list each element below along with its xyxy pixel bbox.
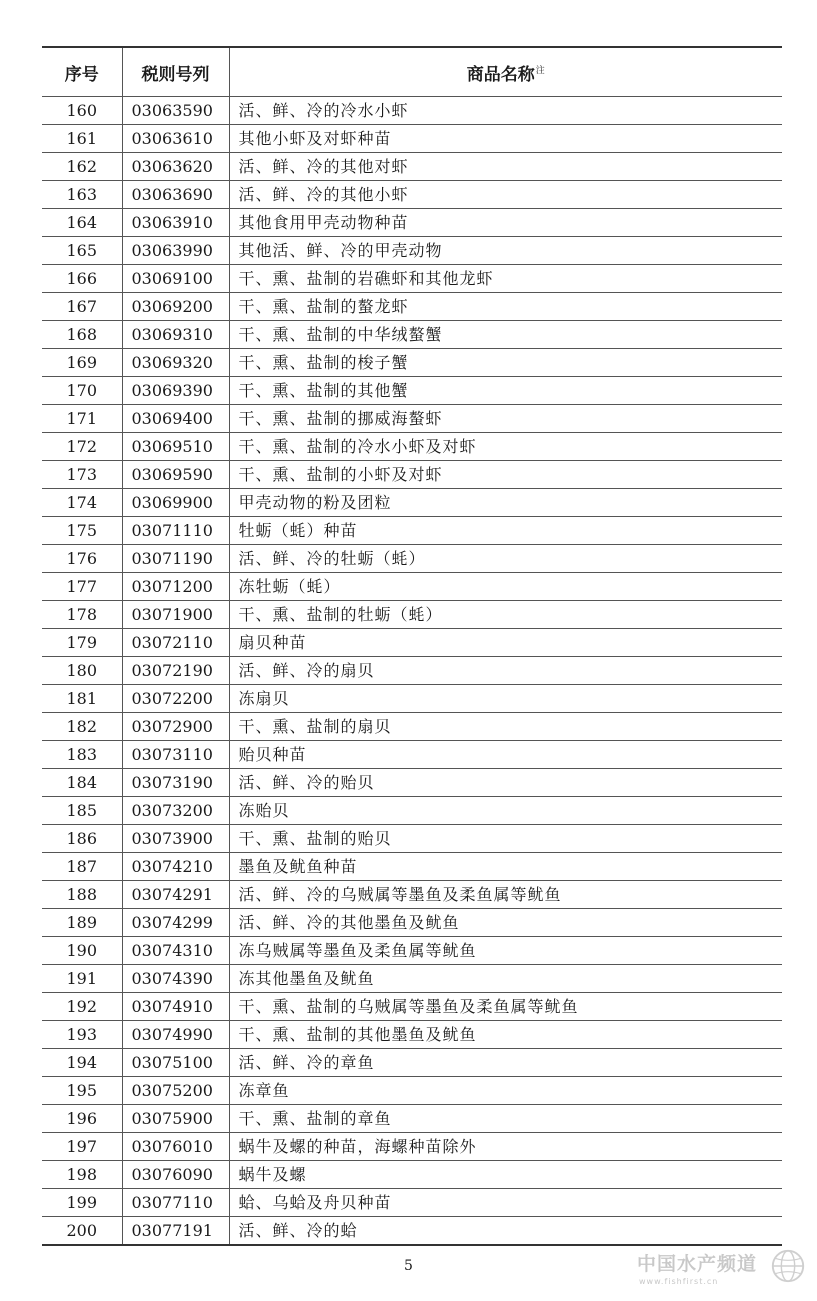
cell-seq: 190 <box>42 937 122 965</box>
table-row <box>42 685 782 713</box>
cell-name: 活、鲜、冷的其他小虾 <box>229 181 782 209</box>
cell-seq: 168 <box>42 321 122 349</box>
cell-name: 活、鲜、冷的其他墨鱼及鱿鱼 <box>229 909 782 937</box>
table-row <box>42 1161 782 1189</box>
cell-code: 03074990 <box>122 1021 229 1049</box>
cell-code: 03076010 <box>122 1133 229 1161</box>
watermark-url: www.fishfirst.cn <box>639 1277 719 1286</box>
cell-name: 干、熏、盐制的扇贝 <box>229 713 782 741</box>
cell-name: 活、鲜、冷的贻贝 <box>229 769 782 797</box>
cell-code: 03072110 <box>122 629 229 657</box>
cell-seq: 177 <box>42 573 122 601</box>
table-row <box>42 909 782 937</box>
cell-seq: 160 <box>42 97 122 125</box>
cell-seq: 179 <box>42 629 122 657</box>
cell-name: 扇贝种苗 <box>229 629 782 657</box>
table-row <box>42 125 782 153</box>
table-row <box>42 237 782 265</box>
cell-code: 03069510 <box>122 433 229 461</box>
cell-name: 蜗牛及螺 <box>229 1161 782 1189</box>
cell-code: 03063990 <box>122 237 229 265</box>
table-row <box>42 1133 782 1161</box>
cell-name: 冻牡蛎（蚝） <box>229 573 782 601</box>
cell-name: 活、鲜、冷的冷水小虾 <box>229 97 782 125</box>
cell-seq: 183 <box>42 741 122 769</box>
cell-name: 其他活、鲜、冷的甲壳动物 <box>229 237 782 265</box>
cell-seq: 185 <box>42 797 122 825</box>
cell-name: 活、鲜、冷的乌贼属等墨鱼及柔鱼属等鱿鱼 <box>229 881 782 909</box>
cell-code: 03063690 <box>122 181 229 209</box>
table-row <box>42 97 782 125</box>
table-row <box>42 1077 782 1105</box>
cell-name: 干、熏、盐制的岩礁虾和其他龙虾 <box>229 265 782 293</box>
watermark <box>637 1247 807 1295</box>
cell-seq: 189 <box>42 909 122 937</box>
cell-code: 03069900 <box>122 489 229 517</box>
table-row <box>42 181 782 209</box>
cell-seq: 197 <box>42 1133 122 1161</box>
table-row <box>42 377 782 405</box>
cell-name: 干、熏、盐制的乌贼属等墨鱼及柔鱼属等鱿鱼 <box>229 993 782 1021</box>
cell-code: 03069310 <box>122 321 229 349</box>
cell-seq: 186 <box>42 825 122 853</box>
cell-code: 03074299 <box>122 909 229 937</box>
table-row <box>42 881 782 909</box>
table-row <box>42 1021 782 1049</box>
cell-seq: 170 <box>42 377 122 405</box>
cell-code: 03075100 <box>122 1049 229 1077</box>
cell-code: 03075200 <box>122 1077 229 1105</box>
cell-code: 03074910 <box>122 993 229 1021</box>
header-code: 税则号列 <box>122 47 229 97</box>
cell-name: 活、鲜、冷的牡蛎（蚝） <box>229 545 782 573</box>
table-row <box>42 825 782 853</box>
cell-name: 其他小虾及对虾种苗 <box>229 125 782 153</box>
cell-seq: 173 <box>42 461 122 489</box>
cell-code: 03077110 <box>122 1189 229 1217</box>
cell-code: 03069400 <box>122 405 229 433</box>
cell-name: 干、熏、盐制的小虾及对虾 <box>229 461 782 489</box>
cell-code: 03072190 <box>122 657 229 685</box>
table-row <box>42 265 782 293</box>
cell-code: 03071200 <box>122 573 229 601</box>
header-name: 商品名称$^注$ <box>229 47 782 97</box>
cell-code: 03069200 <box>122 293 229 321</box>
cell-seq: 182 <box>42 713 122 741</box>
table-row <box>42 153 782 181</box>
table-row <box>42 321 782 349</box>
cell-seq: 187 <box>42 853 122 881</box>
cell-seq: 196 <box>42 1105 122 1133</box>
table-row <box>42 1189 782 1217</box>
cell-code: 03069590 <box>122 461 229 489</box>
table-row <box>42 545 782 573</box>
cell-name: 甲壳动物的粉及团粒 <box>229 489 782 517</box>
cell-code: 03074390 <box>122 965 229 993</box>
cell-seq: 171 <box>42 405 122 433</box>
table-row <box>42 293 782 321</box>
cell-name: 活、鲜、冷的扇贝 <box>229 657 782 685</box>
cell-code: 03074291 <box>122 881 229 909</box>
globe-logo-icon <box>769 1247 807 1285</box>
cell-seq: 162 <box>42 153 122 181</box>
cell-code: 03075900 <box>122 1105 229 1133</box>
table-row <box>42 853 782 881</box>
cell-seq: 174 <box>42 489 122 517</box>
cell-name: 墨鱼及鱿鱼种苗 <box>229 853 782 881</box>
table-row <box>42 657 782 685</box>
cell-seq: 188 <box>42 881 122 909</box>
cell-name: 干、熏、盐制的梭子蟹 <box>229 349 782 377</box>
cell-code: 03077191 <box>122 1217 229 1246</box>
table-row <box>42 461 782 489</box>
cell-seq: 164 <box>42 209 122 237</box>
table-row <box>42 405 782 433</box>
table-row <box>42 741 782 769</box>
cell-name: 冻其他墨鱼及鱿鱼 <box>229 965 782 993</box>
header-seq: 序号 <box>42 47 122 97</box>
table-row <box>42 1105 782 1133</box>
page-number: 5 <box>404 1258 413 1274</box>
table-row <box>42 769 782 797</box>
cell-code: 03072900 <box>122 713 229 741</box>
table-body <box>42 97 782 1246</box>
header-note-mark: 注 <box>535 65 545 76</box>
cell-seq: 175 <box>42 517 122 545</box>
cell-seq: 176 <box>42 545 122 573</box>
cell-seq: 163 <box>42 181 122 209</box>
cell-name: 干、熏、盐制的牡蛎（蚝） <box>229 601 782 629</box>
cell-seq: 194 <box>42 1049 122 1077</box>
cell-code: 03071900 <box>122 601 229 629</box>
cell-code: 03074310 <box>122 937 229 965</box>
cell-name: 冻乌贼属等墨鱼及柔鱼属等鱿鱼 <box>229 937 782 965</box>
cell-code: 03069100 <box>122 265 229 293</box>
cell-name: 干、熏、盐制的螯龙虾 <box>229 293 782 321</box>
table-row <box>42 713 782 741</box>
cell-name: 冻章鱼 <box>229 1077 782 1105</box>
cell-name: 干、熏、盐制的其他墨鱼及鱿鱼 <box>229 1021 782 1049</box>
cell-seq: 199 <box>42 1189 122 1217</box>
tariff-table <box>42 46 782 1246</box>
cell-seq: 161 <box>42 125 122 153</box>
cell-name: 活、鲜、冷的章鱼 <box>229 1049 782 1077</box>
table-row <box>42 937 782 965</box>
table-row <box>42 573 782 601</box>
cell-code: 03069390 <box>122 377 229 405</box>
cell-code: 03069320 <box>122 349 229 377</box>
cell-name: 贻贝种苗 <box>229 741 782 769</box>
cell-name: 活、鲜、冷的其他对虾 <box>229 153 782 181</box>
table-row <box>42 209 782 237</box>
cell-seq: 192 <box>42 993 122 1021</box>
cell-code: 03063590 <box>122 97 229 125</box>
cell-code: 03074210 <box>122 853 229 881</box>
cell-name: 冻贻贝 <box>229 797 782 825</box>
cell-code: 03073110 <box>122 741 229 769</box>
cell-seq: 191 <box>42 965 122 993</box>
table-row <box>42 797 782 825</box>
cell-code: 03063910 <box>122 209 229 237</box>
table-row <box>42 349 782 377</box>
table-row <box>42 601 782 629</box>
cell-name: 干、熏、盐制的中华绒螯蟹 <box>229 321 782 349</box>
cell-name: 牡蛎（蚝）种苗 <box>229 517 782 545</box>
table-row <box>42 629 782 657</box>
cell-code: 03076090 <box>122 1161 229 1189</box>
cell-seq: 165 <box>42 237 122 265</box>
cell-seq: 180 <box>42 657 122 685</box>
table-row <box>42 965 782 993</box>
cell-code: 03073190 <box>122 769 229 797</box>
cell-seq: 167 <box>42 293 122 321</box>
cell-code: 03071110 <box>122 517 229 545</box>
cell-code: 03063620 <box>122 153 229 181</box>
table-row <box>42 517 782 545</box>
cell-name: 冻扇贝 <box>229 685 782 713</box>
cell-seq: 181 <box>42 685 122 713</box>
cell-code: 03063610 <box>122 125 229 153</box>
cell-code: 03073200 <box>122 797 229 825</box>
cell-code: 03073900 <box>122 825 229 853</box>
cell-code: 03072200 <box>122 685 229 713</box>
cell-name: 干、熏、盐制的冷水小虾及对虾 <box>229 433 782 461</box>
cell-code: 03071190 <box>122 545 229 573</box>
table-header-row <box>42 47 782 97</box>
cell-name: 蛤、乌蛤及舟贝种苗 <box>229 1189 782 1217</box>
watermark-text: 中国水产频道 <box>637 1253 758 1275</box>
table-row <box>42 1217 782 1246</box>
table-row <box>42 489 782 517</box>
cell-seq: 198 <box>42 1161 122 1189</box>
cell-seq: 169 <box>42 349 122 377</box>
table-row <box>42 1049 782 1077</box>
table-row <box>42 433 782 461</box>
table-row <box>42 993 782 1021</box>
cell-name: 干、熏、盐制的贻贝 <box>229 825 782 853</box>
cell-name: 干、熏、盐制的章鱼 <box>229 1105 782 1133</box>
cell-seq: 178 <box>42 601 122 629</box>
cell-seq: 200 <box>42 1217 122 1246</box>
cell-seq: 184 <box>42 769 122 797</box>
cell-name: 蜗牛及螺的种苗，海螺种苗除外 <box>229 1133 782 1161</box>
cell-seq: 172 <box>42 433 122 461</box>
cell-name: 干、熏、盐制的挪威海螯虾 <box>229 405 782 433</box>
cell-seq: 195 <box>42 1077 122 1105</box>
cell-name: 干、熏、盐制的其他蟹 <box>229 377 782 405</box>
cell-name: 其他食用甲壳动物种苗 <box>229 209 782 237</box>
cell-seq: 166 <box>42 265 122 293</box>
cell-seq: 193 <box>42 1021 122 1049</box>
cell-name: 活、鲜、冷的蛤 <box>229 1217 782 1246</box>
